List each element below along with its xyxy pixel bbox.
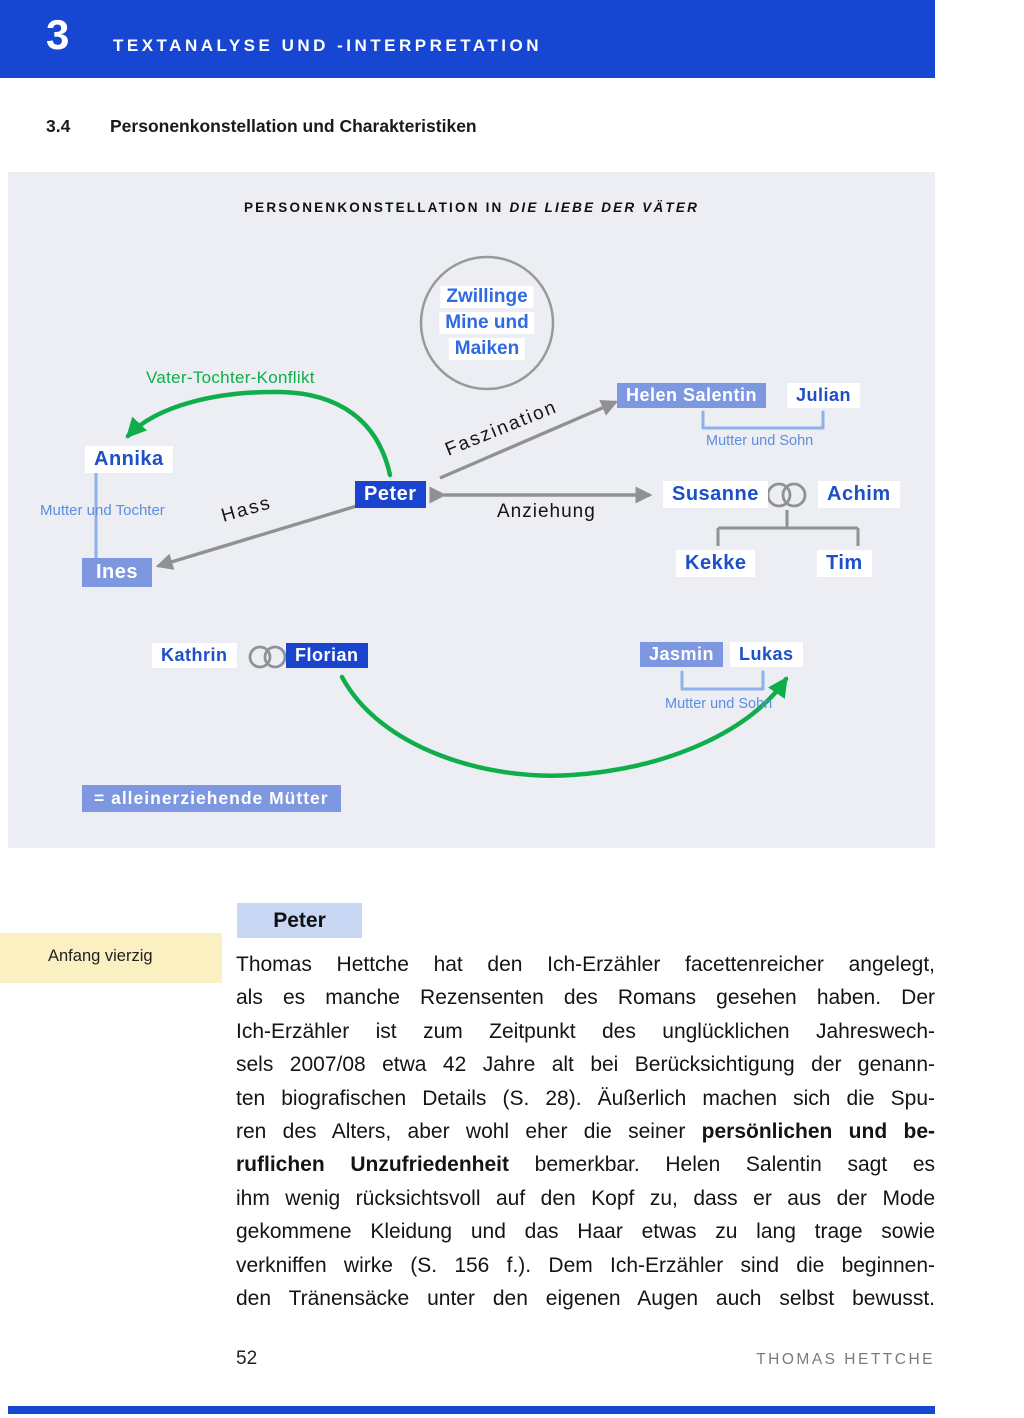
body-line: ten biografischen Details (S. 28). Äußerlich machen sich die Spu-: [236, 1086, 935, 1110]
node-ines: Ines: [82, 558, 152, 587]
node-annika: Annika: [85, 446, 173, 473]
node-jasmin: Jasmin: [640, 642, 723, 667]
body-line: ruflichen Unzufriedenheit bemerkbar. Helen Salentin sagt es: [236, 1153, 935, 1177]
person-constellation-diagram: [8, 172, 935, 848]
bracket-jasmin-lukas: [682, 672, 763, 689]
chapter-title: TEXTANALYSE UND -INTERPRETATION: [113, 36, 542, 55]
subheading-peter: Peter: [237, 903, 362, 938]
relation-mutter-und-sohn-top: Mutter und Sohn: [706, 433, 814, 449]
section-number: 3.4: [46, 116, 71, 136]
family-tree-lines: [718, 510, 858, 546]
body-line: Ich-Erzähler ist zum Zeitpunkt des unglücklichen Jahreswech-: [236, 1019, 935, 1043]
node-julian: Julian: [787, 383, 860, 408]
twins-label-line2: Mine und: [439, 312, 534, 334]
body-line: ihm wenig rücksichtsvoll auf den Kopf zu, dass er aus der Mode: [236, 1186, 935, 1210]
margin-note: [0, 933, 222, 983]
body-paragraph: [236, 948, 935, 1315]
relation-anziehung: Anziehung: [497, 501, 596, 522]
body-line: den Tränensäcke unter den eigenen Augen auch selbst bewusst.: [236, 1287, 935, 1311]
body-line: verkniffen wirke (S. 156 f.). Dem Ich-Erzähler sind die beginnen-: [236, 1253, 935, 1277]
node-lukas: Lukas: [730, 642, 803, 667]
page-number: 52: [236, 1348, 258, 1369]
margin-note-text: Anfang vierzig: [48, 947, 153, 965]
twins-label-line1: Zwillinge: [440, 286, 533, 308]
node-kekke: Kekke: [676, 550, 755, 577]
relation-mutter-und-sohn-bottom: Mutter und Sohn: [665, 696, 773, 712]
body-line: ren des Alters, aber wohl eher die seiner persönlichen und be-: [236, 1120, 935, 1144]
florian-lukas-arrow: [342, 677, 786, 776]
chapter-number: 3: [46, 11, 70, 58]
marriage-rings-icon: [250, 647, 285, 667]
footer-rule-bar: [8, 1406, 935, 1414]
bracket-helen-julian: [703, 412, 823, 428]
node-helen-salentin: Helen Salentin: [617, 383, 766, 408]
node-florian: Florian: [286, 643, 368, 668]
relation-hass: Hass: [218, 492, 275, 527]
relation-vater-tochter-konflikt: Vater-Tochter-Konflikt: [146, 368, 315, 387]
diagram-title-work: DIE LIEBE DER VÄTER: [509, 200, 700, 215]
section-title: Personenkonstellation und Charakteristiken: [110, 116, 477, 136]
body-line: Thomas Hettche hat den Ich-Erzähler facettenreicher angelegt,: [236, 953, 935, 976]
relation-faszination: Faszination: [442, 396, 561, 461]
body-line: sels 2007/08 etwa 42 Jahre alt bei Berücksichtigung der genann-: [236, 1053, 935, 1077]
running-title: THOMAS HETTCHE: [756, 1351, 935, 1368]
body-line: gekommene Kleidung und das Haar etwas zu lang trage sowie: [236, 1220, 935, 1244]
node-peter: Peter: [355, 481, 426, 508]
diagram-title-prefix: PERSONENKONSTELLATION IN: [243, 200, 504, 215]
body-line: als es manche Rezensenten des Romans gesehen haben. Der: [236, 986, 935, 1010]
twins-label-line3: Maiken: [449, 338, 525, 360]
legend-alleinerziehende-muetter: = alleinerziehende Mütter: [82, 785, 341, 812]
marriage-rings-icon: [768, 484, 805, 506]
diagram-title: [8, 200, 935, 215]
node-susanne: Susanne: [663, 481, 768, 508]
relation-mutter-und-tochter: Mutter und Tochter: [40, 502, 165, 519]
node-kathrin: Kathrin: [152, 643, 237, 668]
node-achim: Achim: [818, 481, 900, 508]
node-tim: Tim: [817, 550, 872, 577]
